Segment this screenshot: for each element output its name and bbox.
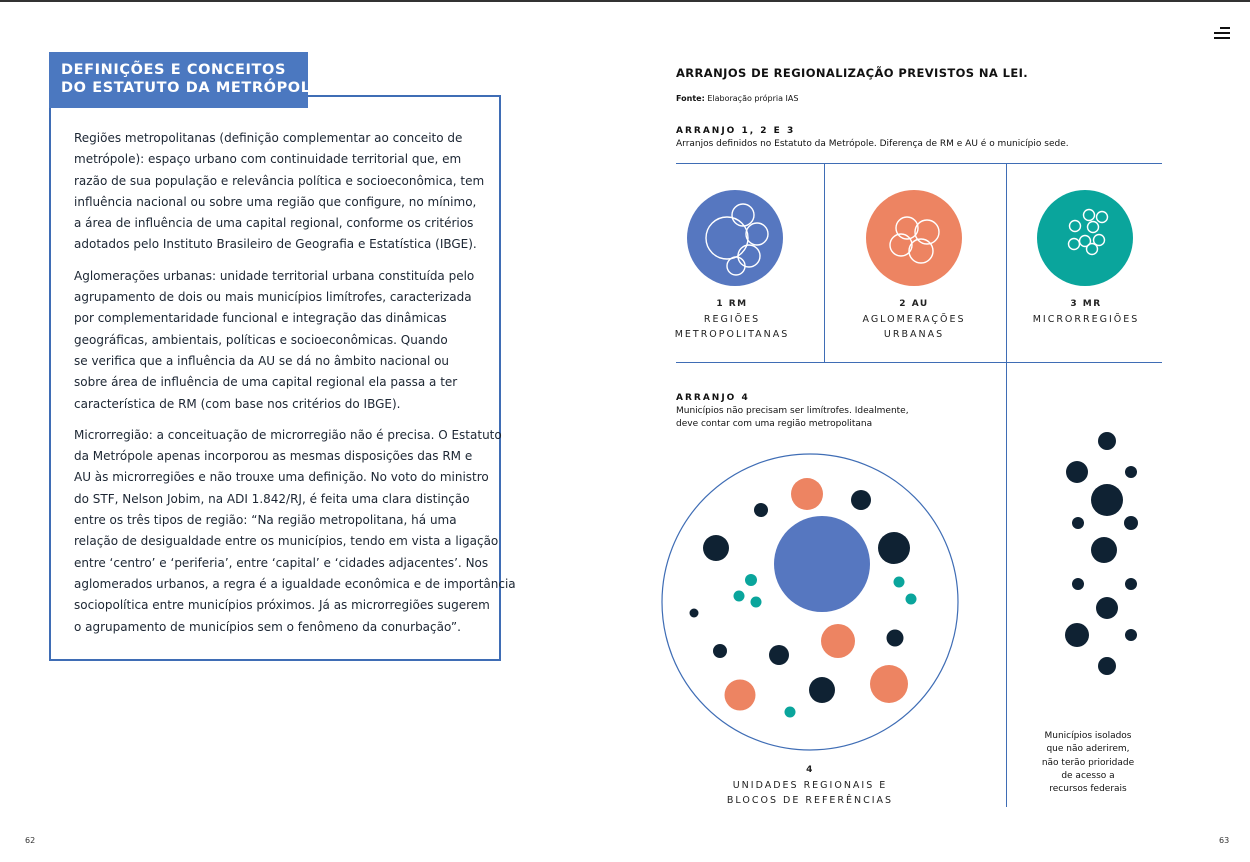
figure-source	[676, 94, 798, 103]
rm-disc	[687, 190, 783, 286]
definition-paragraph	[74, 266, 484, 415]
caption-au-num: 2 AU	[899, 299, 929, 309]
arranjo-4-diagram	[661, 453, 961, 753]
caption-rm	[658, 297, 806, 342]
au-circle-icon	[865, 190, 965, 290]
paragraph-line: Microrregião: a conceituação de microrregião não é precisa. O Estatuto	[74, 427, 502, 442]
arranjo-4-heading: ARRANJO 4	[676, 393, 750, 403]
paragraph-line: razão de sua população e relevância política e socioeconômica, tem	[74, 173, 485, 188]
menu-icon[interactable]	[1214, 27, 1230, 39]
definitions-title	[49, 52, 322, 108]
source-text: Elaboração própria IAS	[704, 94, 799, 103]
paragraph-line: a área de influência de uma capital regional, conforme os critérios	[74, 216, 474, 231]
caption-rm-num: 1 RM	[716, 299, 748, 309]
definitions-body	[74, 128, 516, 648]
paragraph-line: se verifica que a influência da AU se dá no âmbito nacional ou	[74, 353, 450, 368]
isolated-line-1: Municípios isolados	[1044, 731, 1132, 741]
paragraph-line: característica de RM (com base nos critérios do IBGE).	[74, 396, 401, 411]
page-number-right: 63	[1219, 836, 1230, 845]
caption-mr-line-1: MICRORREGIÕES	[1032, 314, 1140, 325]
paragraph-line: aglomerados urbanos, a regra é a igualdade econômica e de importância	[74, 576, 516, 591]
caption-au-line-1: AGLOMERAÇÕES	[862, 314, 966, 325]
paragraph-line: influência nacional ou sobre uma região que configure, no mínimo,	[74, 194, 477, 209]
grid-divider-1	[824, 163, 825, 362]
title-line-1: DEFINIÇÕES E CONCEITOS	[61, 62, 286, 78]
isolated-municipalities-diagram	[1056, 430, 1156, 680]
caption-arranjo-4	[710, 763, 910, 808]
paragraph-line: o agrupamento de municípios sem o fenômeno da conurbação”.	[74, 619, 461, 634]
isolated-line-5: recursos federais	[1049, 784, 1127, 795]
paragraph-line: metrópole): espaço urbano com continuidade territorial que, em	[74, 152, 462, 167]
caption-mr-num: 3 MR	[1070, 299, 1102, 309]
isolated-line-2: que não aderirem,	[1046, 744, 1130, 755]
isolated-line-4: de acesso a	[1061, 770, 1115, 781]
grid-line-middle	[676, 362, 1162, 363]
paragraph-line: AU às microrregiões e não trouxe uma definição. No voto do ministro	[74, 470, 489, 485]
title-line-2: DO ESTATUTO DA METRÓPOLE	[61, 80, 322, 96]
paragraph-line: sociopolítica entre municípios próximos. Já as microrregiões sugerem	[74, 598, 490, 613]
paragraph-line: Regiões metropolitanas (definição complementar ao conceito de	[74, 131, 463, 145]
top-rule	[0, 0, 1250, 2]
isolated-line-3: não terão prioridade	[1041, 757, 1135, 768]
metropolis-disc	[774, 516, 870, 612]
arranjo-4-desc-line-2: deve contar com uma região metropolitana	[676, 419, 873, 429]
source-label: Fonte:	[676, 94, 705, 103]
page-number-left: 62	[25, 836, 36, 845]
figure-title: ARRANJOS DE REGIONALIZAÇÃO PREVISTOS NA LEI.	[676, 66, 1029, 80]
grid-divider-2	[1006, 163, 1007, 807]
paragraph-line: entre os três tipos de região: “Na região metropolitana, há uma	[74, 513, 457, 528]
paragraph-line: entre ‘centro’ e ‘periferia’, entre ‘capital’ e ‘cidades adjacentes’. Nos	[74, 555, 489, 570]
paragraph-line: da Metrópole apenas incorporou as mesmas disposições das RM e	[74, 449, 473, 464]
caption-arranjo-4-line-1: UNIDADES REGIONAIS E	[732, 780, 888, 791]
paragraph-line: por complementaridade funcional e integração das dinâmicas	[74, 311, 447, 326]
paragraph-line: geográficas, ambientais, políticas e socioeconômicas. Quando	[74, 332, 448, 347]
caption-mr	[1012, 297, 1160, 327]
mr-circle-icon	[1036, 190, 1136, 290]
arranjo-4-desc-line-1: Municípios não precisam ser limítrofes. Idealmente,	[676, 406, 909, 416]
isolated-note	[1040, 730, 1136, 796]
grid-line-top	[676, 163, 1162, 164]
arranjo-123-heading: ARRANJO 1, 2 E 3	[676, 126, 796, 136]
caption-au-line-2: URBANAS	[883, 329, 945, 340]
au-disc	[866, 190, 962, 286]
rm-circle-icon	[686, 190, 786, 290]
paragraph-line: Aglomerações urbanas: unidade territorial urbana constituída pelo	[74, 268, 475, 283]
caption-au	[840, 297, 988, 342]
paragraph-line: do STF, Nelson Jobim, na ADI 1.842/RJ, é feita uma clara distinção	[74, 491, 470, 506]
mr-disc	[1037, 190, 1133, 286]
caption-rm-line-1: REGIÕES	[703, 314, 761, 325]
definition-paragraph	[74, 128, 484, 256]
definition-paragraph	[74, 425, 516, 638]
paragraph-line: relação de desigualdade entre os municípios, tendo em vista a ligação	[74, 534, 499, 549]
caption-arranjo-4-num: 4	[806, 765, 814, 775]
arranjo-4-description	[676, 405, 909, 431]
paragraph-line: agrupamento de dois ou mais municípios limítrofes, caracterizada	[74, 290, 472, 305]
caption-rm-line-2: METROPOLITANAS	[674, 329, 790, 340]
paragraph-line: sobre área de influência de uma capital regional ela passa a ter	[74, 375, 458, 390]
arranjo-123-description: Arranjos definidos no Estatuto da Metrópole. Diferença de RM e AU é o município sede.	[676, 139, 1069, 149]
paragraph-line: adotados pelo Instituto Brasileiro de Geografia e Estatística (IBGE).	[74, 237, 477, 252]
caption-arranjo-4-line-2: BLOCOS DE REFERÊNCIAS	[726, 795, 894, 806]
